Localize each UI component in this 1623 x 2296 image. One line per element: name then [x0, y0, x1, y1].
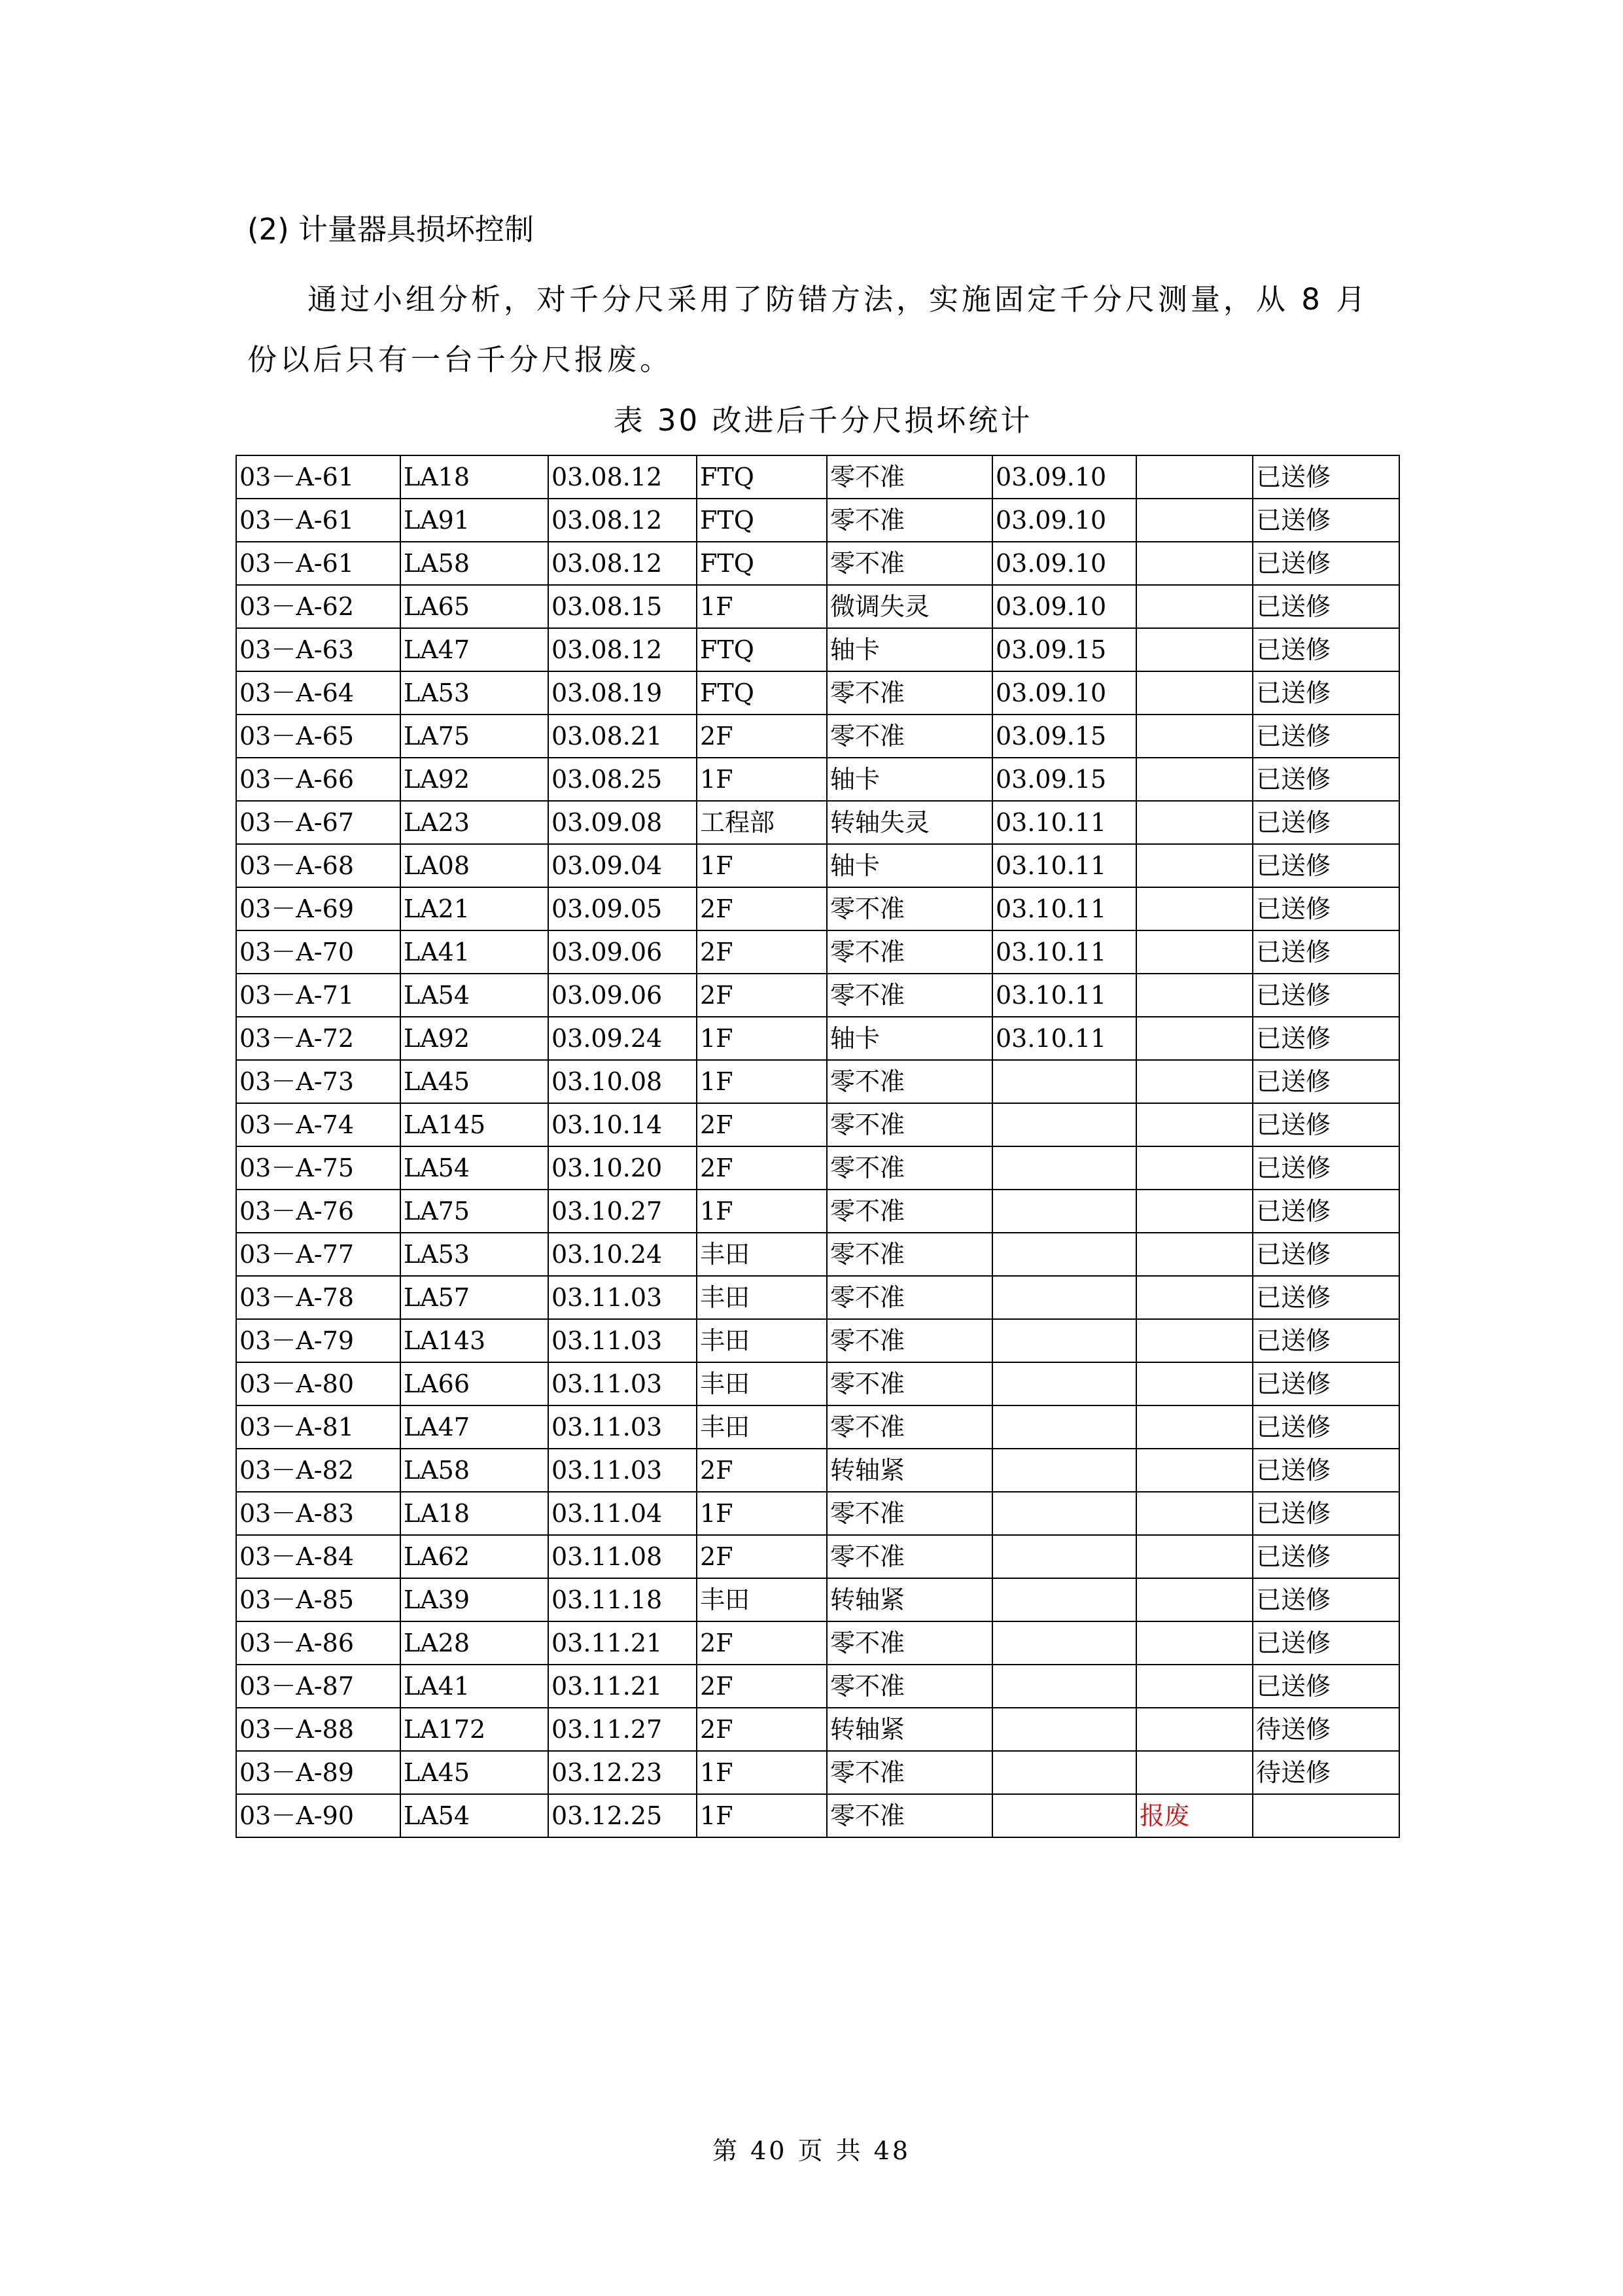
fault-cell: 零不准: [827, 1492, 992, 1535]
fault-cell: 零不准: [827, 499, 992, 542]
scrap-cell: [1136, 1319, 1253, 1362]
date-cell: 03.08.25: [548, 758, 697, 801]
table-row: [236, 671, 1399, 715]
status-cell: 已送修: [1253, 671, 1399, 715]
scrap-cell: [1136, 1405, 1253, 1449]
scrap-cell: [1136, 1492, 1253, 1535]
repair-date-cell: [992, 1276, 1136, 1319]
department-cell: 1F: [697, 844, 827, 887]
repair-date-cell: [992, 1405, 1136, 1449]
status-cell: 已送修: [1253, 801, 1399, 844]
scrap-cell: [1136, 1665, 1253, 1708]
date-cell: 03.08.12: [548, 542, 697, 585]
body-paragraph: 通过小组分析，对千分尺采用了防错方法，实施固定千分尺测量，从 8 月份以后只有一台千分尺报废。: [247, 282, 1369, 377]
fault-cell: 零不准: [827, 1319, 992, 1362]
gauge-id-cell: 03－A-86: [236, 1621, 400, 1665]
table-row: [236, 930, 1399, 974]
fault-cell: 零不准: [827, 1233, 992, 1276]
code-cell: LA45: [400, 1060, 548, 1103]
fault-cell: 零不准: [827, 715, 992, 758]
code-cell: LA47: [400, 1405, 548, 1449]
code-cell: LA08: [400, 844, 548, 887]
scrap-cell: [1136, 887, 1253, 930]
gauge-id-cell: 03－A-76: [236, 1190, 400, 1233]
date-cell: 03.11.21: [548, 1621, 697, 1665]
repair-date-cell: 03.10.11: [992, 1017, 1136, 1060]
repair-date-cell: 03.10.11: [992, 930, 1136, 974]
repair-date-cell: 03.10.11: [992, 801, 1136, 844]
department-cell: 丰田: [697, 1233, 827, 1276]
date-cell: 03.10.27: [548, 1190, 697, 1233]
code-cell: LA41: [400, 930, 548, 974]
code-cell: LA66: [400, 1362, 548, 1405]
fault-cell: 零不准: [827, 1405, 992, 1449]
scrap-cell: [1136, 671, 1253, 715]
fault-cell: 零不准: [827, 1621, 992, 1665]
fault-cell: 零不准: [827, 1060, 992, 1103]
status-cell: 已送修: [1253, 930, 1399, 974]
repair-date-cell: [992, 1578, 1136, 1621]
department-cell: FTQ: [697, 455, 827, 499]
code-cell: LA58: [400, 1449, 548, 1492]
gauge-id-cell: 03－A-78: [236, 1276, 400, 1319]
table-row: [236, 1708, 1399, 1751]
status-cell: 已送修: [1253, 542, 1399, 585]
department-cell: 2F: [697, 1146, 827, 1190]
table-row: [236, 1751, 1399, 1794]
code-cell: LA54: [400, 1146, 548, 1190]
status-cell: 已送修: [1253, 628, 1399, 671]
repair-date-cell: [992, 1665, 1136, 1708]
status-cell: 已送修: [1253, 1492, 1399, 1535]
date-cell: 03.10.08: [548, 1060, 697, 1103]
scrap-cell: [1136, 1060, 1253, 1103]
repair-date-cell: 03.10.11: [992, 887, 1136, 930]
department-cell: FTQ: [697, 628, 827, 671]
code-cell: LA172: [400, 1708, 548, 1751]
status-cell: [1253, 1794, 1399, 1837]
gauge-id-cell: 03－A-83: [236, 1492, 400, 1535]
status-cell: 已送修: [1253, 1190, 1399, 1233]
code-cell: LA145: [400, 1103, 548, 1146]
page-footer: 第 40 页 共 48: [712, 2136, 911, 2165]
status-cell: 已送修: [1253, 1060, 1399, 1103]
date-cell: 03.11.18: [548, 1578, 697, 1621]
gauge-id-cell: 03－A-64: [236, 671, 400, 715]
fault-cell: 轴卡: [827, 758, 992, 801]
date-cell: 03.08.15: [548, 585, 697, 628]
department-cell: 丰田: [697, 1362, 827, 1405]
department-cell: 2F: [697, 1103, 827, 1146]
repair-date-cell: [992, 1751, 1136, 1794]
department-cell: 2F: [697, 887, 827, 930]
table-row: [236, 455, 1399, 499]
status-cell: 已送修: [1253, 844, 1399, 887]
scrap-cell: [1136, 1535, 1253, 1578]
repair-date-cell: [992, 1060, 1136, 1103]
table-row: [236, 1017, 1399, 1060]
scrap-cell: [1136, 1751, 1253, 1794]
scrap-cell: [1136, 974, 1253, 1017]
status-cell: 已送修: [1253, 1319, 1399, 1362]
date-cell: 03.12.25: [548, 1794, 697, 1837]
department-cell: 丰田: [697, 1578, 827, 1621]
table-row: [236, 1449, 1399, 1492]
department-cell: 2F: [697, 1535, 827, 1578]
repair-date-cell: [992, 1621, 1136, 1665]
code-cell: LA18: [400, 455, 548, 499]
table-row: [236, 1535, 1399, 1578]
repair-date-cell: [992, 1146, 1136, 1190]
department-cell: 工程部: [697, 801, 827, 844]
gauge-id-cell: 03－A-61: [236, 499, 400, 542]
date-cell: 03.12.23: [548, 1751, 697, 1794]
department-cell: FTQ: [697, 671, 827, 715]
department-cell: 2F: [697, 1449, 827, 1492]
status-cell: 已送修: [1253, 974, 1399, 1017]
table-row: [236, 542, 1399, 585]
gauge-id-cell: 03－A-68: [236, 844, 400, 887]
department-cell: 1F: [697, 1017, 827, 1060]
scrap-cell: [1136, 1362, 1253, 1405]
scrap-cell: [1136, 1190, 1253, 1233]
scrap-cell: [1136, 1233, 1253, 1276]
repair-date-cell: 03.09.10: [992, 499, 1136, 542]
code-cell: LA53: [400, 671, 548, 715]
department-cell: 1F: [697, 1492, 827, 1535]
repair-date-cell: 03.10.11: [992, 844, 1136, 887]
fault-cell: 零不准: [827, 1362, 992, 1405]
status-cell: 已送修: [1253, 1405, 1399, 1449]
table-row: [236, 1578, 1399, 1621]
code-cell: LA23: [400, 801, 548, 844]
repair-date-cell: [992, 1708, 1136, 1751]
department-cell: FTQ: [697, 499, 827, 542]
code-cell: LA54: [400, 1794, 548, 1837]
date-cell: 03.08.12: [548, 499, 697, 542]
code-cell: LA62: [400, 1535, 548, 1578]
table-row: [236, 1276, 1399, 1319]
fault-cell: 零不准: [827, 930, 992, 974]
status-cell: 已送修: [1253, 455, 1399, 499]
code-cell: LA92: [400, 758, 548, 801]
status-cell: 待送修: [1253, 1708, 1399, 1751]
department-cell: 2F: [697, 974, 827, 1017]
scrap-cell: [1136, 628, 1253, 671]
date-cell: 03.10.20: [548, 1146, 697, 1190]
damage-statistics-table: [236, 455, 1400, 1838]
status-cell: 已送修: [1253, 1578, 1399, 1621]
gauge-id-cell: 03－A-65: [236, 715, 400, 758]
status-cell: 已送修: [1253, 715, 1399, 758]
fault-cell: 转轴失灵: [827, 801, 992, 844]
department-cell: 2F: [697, 1621, 827, 1665]
gauge-id-cell: 03－A-67: [236, 801, 400, 844]
table-row: [236, 628, 1399, 671]
scrap-cell: [1136, 1276, 1253, 1319]
gauge-id-cell: 03－A-73: [236, 1060, 400, 1103]
scrap-cell: [1136, 1578, 1253, 1621]
scrap-cell: [1136, 499, 1253, 542]
scrap-cell: [1136, 715, 1253, 758]
repair-date-cell: 03.09.10: [992, 671, 1136, 715]
gauge-id-cell: 03－A-79: [236, 1319, 400, 1362]
table-row: [236, 758, 1399, 801]
table-row: [236, 1492, 1399, 1535]
table-row: [236, 844, 1399, 887]
code-cell: LA58: [400, 542, 548, 585]
table-row: [236, 887, 1399, 930]
department-cell: 1F: [697, 1794, 827, 1837]
code-cell: LA75: [400, 715, 548, 758]
status-cell: 已送修: [1253, 758, 1399, 801]
department-cell: 2F: [697, 1665, 827, 1708]
fault-cell: 轴卡: [827, 844, 992, 887]
department-cell: 2F: [697, 930, 827, 974]
code-cell: LA75: [400, 1190, 548, 1233]
date-cell: 03.11.03: [548, 1405, 697, 1449]
scrap-cell: [1136, 1449, 1253, 1492]
gauge-id-cell: 03－A-90: [236, 1794, 400, 1837]
code-cell: LA41: [400, 1665, 548, 1708]
gauge-id-cell: 03－A-66: [236, 758, 400, 801]
repair-date-cell: 03.10.11: [992, 974, 1136, 1017]
gauge-id-cell: 03－A-63: [236, 628, 400, 671]
status-cell: 已送修: [1253, 1621, 1399, 1665]
date-cell: 03.11.04: [548, 1492, 697, 1535]
gauge-id-cell: 03－A-89: [236, 1751, 400, 1794]
scrap-cell: [1136, 1621, 1253, 1665]
date-cell: 03.10.14: [548, 1103, 697, 1146]
table-body: [236, 455, 1399, 1837]
repair-date-cell: [992, 1794, 1136, 1837]
gauge-id-cell: 03－A-74: [236, 1103, 400, 1146]
repair-date-cell: [992, 1103, 1136, 1146]
table-row: [236, 1103, 1399, 1146]
repair-date-cell: [992, 1233, 1136, 1276]
date-cell: 03.08.12: [548, 628, 697, 671]
repair-date-cell: [992, 1535, 1136, 1578]
date-cell: 03.11.03: [548, 1276, 697, 1319]
fault-cell: 零不准: [827, 887, 992, 930]
table-caption: 表 30 改进后千分尺损坏统计: [613, 403, 1033, 438]
date-cell: 03.11.08: [548, 1535, 697, 1578]
department-cell: 丰田: [697, 1276, 827, 1319]
fault-cell: 零不准: [827, 1665, 992, 1708]
code-cell: LA28: [400, 1621, 548, 1665]
gauge-id-cell: 03－A-77: [236, 1233, 400, 1276]
fault-cell: 轴卡: [827, 628, 992, 671]
fault-cell: 零不准: [827, 974, 992, 1017]
scrap-cell: [1136, 1017, 1253, 1060]
section-heading: (2) 计量器具损坏控制: [247, 212, 534, 247]
code-cell: LA18: [400, 1492, 548, 1535]
scrap-cell: [1136, 758, 1253, 801]
status-cell: 待送修: [1253, 1751, 1399, 1794]
status-cell: 已送修: [1253, 1103, 1399, 1146]
department-cell: 2F: [697, 715, 827, 758]
code-cell: LA91: [400, 499, 548, 542]
fault-cell: 转轴紧: [827, 1578, 992, 1621]
gauge-id-cell: 03－A-87: [236, 1665, 400, 1708]
code-cell: LA47: [400, 628, 548, 671]
fault-cell: 零不准: [827, 1535, 992, 1578]
scrap-cell: [1136, 1708, 1253, 1751]
department-cell: 1F: [697, 1060, 827, 1103]
scrap-cell: [1136, 1146, 1253, 1190]
table-row: [236, 1794, 1399, 1837]
table-row: [236, 974, 1399, 1017]
code-cell: LA92: [400, 1017, 548, 1060]
fault-cell: 零不准: [827, 1190, 992, 1233]
table-row: [236, 715, 1399, 758]
fault-cell: 转轴紧: [827, 1449, 992, 1492]
repair-date-cell: 03.09.15: [992, 715, 1136, 758]
gauge-id-cell: 03－A-81: [236, 1405, 400, 1449]
department-cell: 2F: [697, 1708, 827, 1751]
status-cell: 已送修: [1253, 499, 1399, 542]
table-row: [236, 1405, 1399, 1449]
gauge-id-cell: 03－A-70: [236, 930, 400, 974]
table-row: [236, 1621, 1399, 1665]
repair-date-cell: 03.09.15: [992, 758, 1136, 801]
scrap-cell: [1136, 585, 1253, 628]
fault-cell: 零不准: [827, 1103, 992, 1146]
fault-cell: 零不准: [827, 1794, 992, 1837]
code-cell: LA21: [400, 887, 548, 930]
fault-cell: 零不准: [827, 542, 992, 585]
gauge-id-cell: 03－A-84: [236, 1535, 400, 1578]
date-cell: 03.09.04: [548, 844, 697, 887]
code-cell: LA65: [400, 585, 548, 628]
scrap-cell: [1136, 844, 1253, 887]
status-cell: 已送修: [1253, 1535, 1399, 1578]
repair-date-cell: [992, 1190, 1136, 1233]
repair-date-cell: 03.09.15: [992, 628, 1136, 671]
gauge-id-cell: 03－A-72: [236, 1017, 400, 1060]
gauge-id-cell: 03－A-61: [236, 455, 400, 499]
table-row: [236, 1233, 1399, 1276]
date-cell: 03.09.24: [548, 1017, 697, 1060]
repair-date-cell: [992, 1492, 1136, 1535]
fault-cell: 零不准: [827, 1276, 992, 1319]
gauge-id-cell: 03－A-71: [236, 974, 400, 1017]
department-cell: 1F: [697, 1751, 827, 1794]
status-cell: 已送修: [1253, 887, 1399, 930]
status-cell: 已送修: [1253, 1665, 1399, 1708]
status-cell: 已送修: [1253, 585, 1399, 628]
repair-date-cell: 03.09.10: [992, 585, 1136, 628]
date-cell: 03.11.03: [548, 1449, 697, 1492]
gauge-id-cell: 03－A-75: [236, 1146, 400, 1190]
date-cell: 03.08.21: [548, 715, 697, 758]
date-cell: 03.11.03: [548, 1362, 697, 1405]
gauge-id-cell: 03－A-61: [236, 542, 400, 585]
date-cell: 03.09.06: [548, 930, 697, 974]
scrap-cell: 报废: [1136, 1794, 1253, 1837]
date-cell: 03.08.19: [548, 671, 697, 715]
table-row: [236, 1665, 1399, 1708]
fault-cell: 零不准: [827, 671, 992, 715]
department-cell: 丰田: [697, 1405, 827, 1449]
fault-cell: 零不准: [827, 1751, 992, 1794]
department-cell: 1F: [697, 1190, 827, 1233]
repair-date-cell: [992, 1449, 1136, 1492]
table-row: [236, 1146, 1399, 1190]
table-row: [236, 1060, 1399, 1103]
status-cell: 已送修: [1253, 1233, 1399, 1276]
scrap-cell: [1136, 930, 1253, 974]
status-cell: 已送修: [1253, 1362, 1399, 1405]
scrap-cell: [1136, 1103, 1253, 1146]
gauge-id-cell: 03－A-69: [236, 887, 400, 930]
repair-date-cell: 03.09.10: [992, 455, 1136, 499]
fault-cell: 微调失灵: [827, 585, 992, 628]
gauge-id-cell: 03－A-80: [236, 1362, 400, 1405]
table-row: [236, 585, 1399, 628]
code-cell: LA39: [400, 1578, 548, 1621]
table-row: [236, 801, 1399, 844]
status-cell: 已送修: [1253, 1449, 1399, 1492]
gauge-id-cell: 03－A-85: [236, 1578, 400, 1621]
date-cell: 03.11.03: [548, 1319, 697, 1362]
repair-date-cell: [992, 1319, 1136, 1362]
table-row: [236, 499, 1399, 542]
fault-cell: 零不准: [827, 1146, 992, 1190]
code-cell: LA57: [400, 1276, 548, 1319]
repair-date-cell: [992, 1362, 1136, 1405]
date-cell: 03.09.05: [548, 887, 697, 930]
department-cell: 1F: [697, 758, 827, 801]
code-cell: LA143: [400, 1319, 548, 1362]
gauge-id-cell: 03－A-82: [236, 1449, 400, 1492]
department-cell: 1F: [697, 585, 827, 628]
table-row: [236, 1362, 1399, 1405]
code-cell: LA53: [400, 1233, 548, 1276]
fault-cell: 转轴紧: [827, 1708, 992, 1751]
date-cell: 03.09.08: [548, 801, 697, 844]
scrap-cell: [1136, 455, 1253, 499]
date-cell: 03.10.24: [548, 1233, 697, 1276]
department-cell: FTQ: [697, 542, 827, 585]
gauge-id-cell: 03－A-62: [236, 585, 400, 628]
date-cell: 03.09.06: [548, 974, 697, 1017]
scrap-cell: [1136, 542, 1253, 585]
status-cell: 已送修: [1253, 1146, 1399, 1190]
code-cell: LA45: [400, 1751, 548, 1794]
fault-cell: 零不准: [827, 455, 992, 499]
status-cell: 已送修: [1253, 1017, 1399, 1060]
status-cell: 已送修: [1253, 1276, 1399, 1319]
repair-date-cell: 03.09.10: [992, 542, 1136, 585]
table-row: [236, 1319, 1399, 1362]
date-cell: 03.08.12: [548, 455, 697, 499]
table-row: [236, 1190, 1399, 1233]
code-cell: LA54: [400, 974, 548, 1017]
fault-cell: 轴卡: [827, 1017, 992, 1060]
department-cell: 丰田: [697, 1319, 827, 1362]
date-cell: 03.11.21: [548, 1665, 697, 1708]
scrap-cell: [1136, 801, 1253, 844]
date-cell: 03.11.27: [548, 1708, 697, 1751]
gauge-id-cell: 03－A-88: [236, 1708, 400, 1751]
